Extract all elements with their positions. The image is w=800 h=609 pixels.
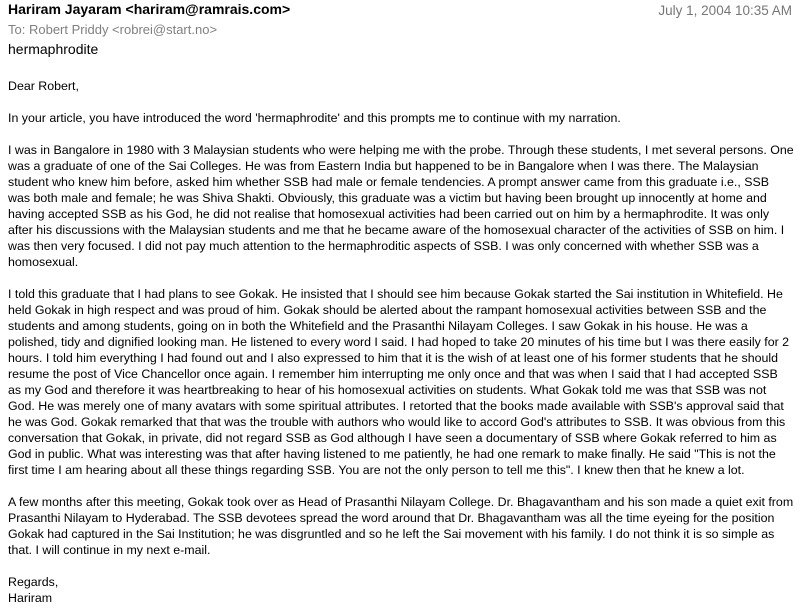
message-subject: hermaphrodite — [8, 41, 99, 57]
signoff — [8, 574, 794, 606]
recipient-row — [8, 22, 217, 37]
body-paragraph-2: I was in Bangalore in 1980 with 3 Malaysian students who were helping me with the probe. Through these students, I met several persons. One was a graduate of one of the Sai Colleges. He was from Eastern India but happened to be in Bangalore when I was there. The Malaysian student who knew him before, asked him whether SSB had male or female tendencies. A prompt answer came from this graduate i.e., SSB was both male and female; he was Shiva Shakti. Obviously, this graduate was a victim but having been brought up innocently at home and having accepted SSB as his God, he did not realise that homosexual activities had been carried out on him by a hermaphrodite. It was only after his discussions with the Malaysian students and me that he became aware of the homosexual character of the activities of SSB on him. I was then very focused. I did not pay much attention to the hermaphroditic aspects of SSB. I was only concerned with whether SSB was a homosexual. — [8, 143, 794, 269]
greeting: Dear Robert, — [8, 79, 79, 93]
body-paragraph-4: A few months after this meeting, Gokak took over as Head of Prasanthi Nilayam College. Dr. Bhagavantham and his son made a quiet exit from Prasanthi Nilayam to Hyderabad. The SSB devotees spread the word around that Dr. Bhagavantham was all the time eyeing for the position Gokak had captured in the Sai Institution; he was disgruntled and so he left the Sai movement with his family. I do not think it is so simple as that. I will continue in my next e-mail. — [8, 495, 794, 557]
to-label: To: — [8, 22, 26, 37]
body-paragraph-3: I told this graduate that I had plans to see Gokak. He insisted that I should see him because Gokak started the Sai institution in Whitefield. He held Gokak in high respect and was proud of him. Gokak should be alerted about the rampant homosexual activities between SSB and the students and among students, going on in both the Whitefield and the Prasanthi Nilayam Colleges. I saw Gokak in his house. He was a polished, tidy and dignified looking man. He listened to every word I said. I had hoped to take 20 minutes of his time but I was there easily for 2 hours. I told him everything I had found out and I also expressed to him that it is the wish of at least one of his former students that he should resume the post of Vice Chancellor once again. I remember him interrupting me only once and that was when I said that I had accepted SSB as my God and therefore it was heartbreaking to hear of his homosexual activities on students. What Gokak told me was that SSB was not God. He was merely one of many avatars with some spiritual attributes. I retorted that the books made available with SSB's approval said that he was God. Gokak remarked that that was the trouble with authors who would like to accord God's attributes to SSB. It was obvious from this conversation that Gokak, in private, did not regard SSB as God although I have seen a documentary of SSB where Gokak referred to him as God in public. What was interesting was that after having listened to me patiently, he had one remark to make finally. He said "This is not the first time I am hearing about all these things regarding SSB. You are not the only person to tell me this". I knew then that he knew a lot. — [8, 287, 790, 477]
closing: Regards, — [8, 575, 59, 589]
sender-name[interactable]: Hariram Jayaram <hariram@ramrais.com> — [8, 1, 291, 17]
message-date: July 1, 2004 10:35 AM — [658, 3, 792, 18]
body-paragraph-1: In your article, you have introduced the word 'hermaphrodite' and this prompts me to continue with my narration. — [8, 111, 621, 125]
signature: Hariram — [8, 591, 53, 605]
message-body — [8, 78, 794, 606]
message-header — [0, 0, 800, 68]
recipient-address[interactable]: Robert Priddy <robrei@start.no> — [28, 22, 218, 37]
